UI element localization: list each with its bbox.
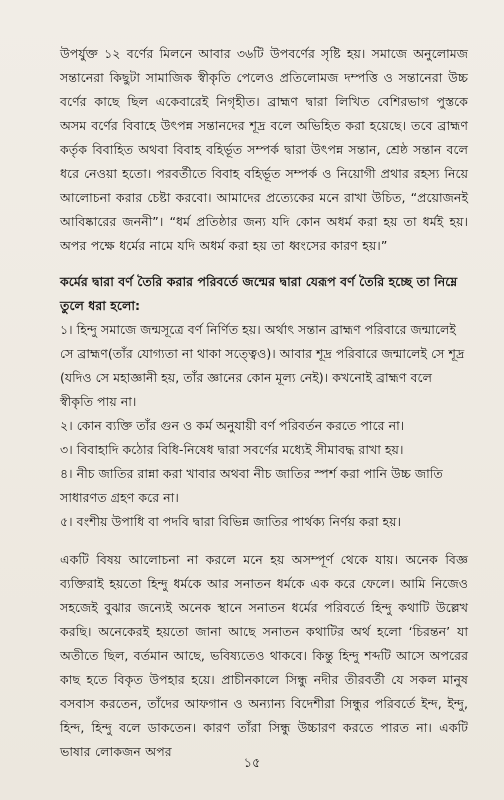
list-item: ৪। নীচ জাতির রান্না করা খাবার অথবা নীচ জাতির স্পর্শ করা পানি উচ্চ জাতি সাধারণত গ্রহণ করে না। [60, 466, 443, 505]
list-item: ৫। বংশীয় উপাধি বা পদবি দ্বারা বিভিন্ন জাতির পার্থক্য নির্ণয় করা হয়। [60, 514, 402, 529]
list-item: ২। কোন ব্যক্তি তাঁর গুন ও কর্ম অনুযায়ী বর্ণ পরিবর্তন করতে পারে না। [60, 418, 405, 433]
closing-paragraph: একটি বিষয় আলোচনা না করলে মনে হয় অসম্পূর্ণ থেকে যায়। অনেক বিজ্ঞ ব্যক্তিরাই হয়তো হিন্দু ধর্মকে আর সনাতন ধর্মকে এক করে ফেলে। আমি নিজেও সহজেই বুঝার জন্যেই অনেক স্থানে সনাতন ধর্মের পরিবর্তে হিন্দু কথাটি উল্লেখ করছি। অনেকেরই হয়তো জানা আছে সনাতন কথাটির অর্থ হলো ‘চিরন্তন’ যা অতীতে ছিল, বর্তমান আছে, ভবিষ্যতেও থাকবে। কিন্তু হিন্দু শব্দটি আসে অপরের কাছ হতে বিকৃত উপহার হয়ে। প্রাচীনকালে সিন্ধু নদীর তীরবর্তী যে সকল মানুষ বসবাস করতেন, তাঁদের আফগান ও অন্যান্য বিদেশীরা সিন্ধুর পরিবর্তে ইন্দ, ইন্দু, হিন্দ, হিন্দু বলে ডাকতেন। কারণ তাঁরা সিন্ধু উচ্চারণ করতে পারত না। একটি ভাষার লোকজন অপর [60, 552, 468, 759]
list-item: ৩। বিবাহাদি কঠোর বিধি-নিষেধ দ্বারা সবর্ণের মধ্যেই সীমাবদ্ধ রাখা হয়। [60, 442, 404, 457]
intro-paragraph: উপর্যুক্ত ১২ বর্ণের মিলনে আবার ৩৬টি উপবর্ণের সৃষ্টি হয়। সমাজে অনুলোমজ সন্তানেরা কিছুটা সামাজিক স্বীকৃতি পেলেও প্রতিলোমজ দম্পত্তি ও সন্তানেরা উচ্চ বর্ণের কাছে ছিল একেবারেই নিগৃহীত। ব্রাহ্মণ দ্বারা লিখিত বেশিরভাগ পুস্তকে অসম বর্ণের বিবাহে উৎপন্ন সন্তানদের শূদ্র বলে অভিহিত করা হয়েছে। তবে ব্রাহ্মণ কর্তৃক বিবাহিত অথবা বিবাহ বহির্ভূত সম্পর্ক দ্বারা উৎপন্ন সন্তান, শ্রেষ্ঠ সন্তান বলে ধরে নেওয়া হতো। পরবর্তীতে বিবাহ বহির্ভূত সম্পর্ক ও নিয়োগী প্রথার রহস্য নিয়ে আলোচনা করার চেষ্টা করবো। আমাদের প্রত্যেকের মনে রাখা উচিত, “প্রয়োজনই আবিষ্কারের জননী”। “ধর্ম প্রতিষ্ঠার জন্য যদি কোন অধর্ম করা হয় তা ধর্মই হয়। অপর পক্ষে ধর্মের নামে যদি অধর্ম করা হয় তা ধ্বংসের কারণ হয়।” [60, 46, 468, 253]
page-number: ১৫ [243, 756, 261, 771]
list-item: ১। হিন্দু সমাজে জন্মসূত্রে বর্ণ নির্ণিত হয়। অর্থাৎ সন্তান ব্রাহ্মণ পরিবারে জন্মালেই সে ব্রাহ্মণ(তাঁর যোগ্যতা না থাকা সত্ত্বেও)। আবার শূদ্র পরিবারে জন্মালেই সে শূদ্র (যদিও সে মহাজ্ঞানী হয়, তাঁর জ্ঞানের কোন মূল্য নেই)। কখনোই ব্রাহ্মণ বলে স্বীকৃতি পায় না। [60, 322, 465, 409]
caste-points-list [60, 318, 468, 534]
section-heading: কর্মের দ্বারা বর্ণ তৈরি করার পরিবর্তে জন্মের দ্বারা যেরূপ বর্ণ তৈরি হচ্ছে তা নিম্নে তুলে ধরা হলো: [60, 274, 458, 313]
